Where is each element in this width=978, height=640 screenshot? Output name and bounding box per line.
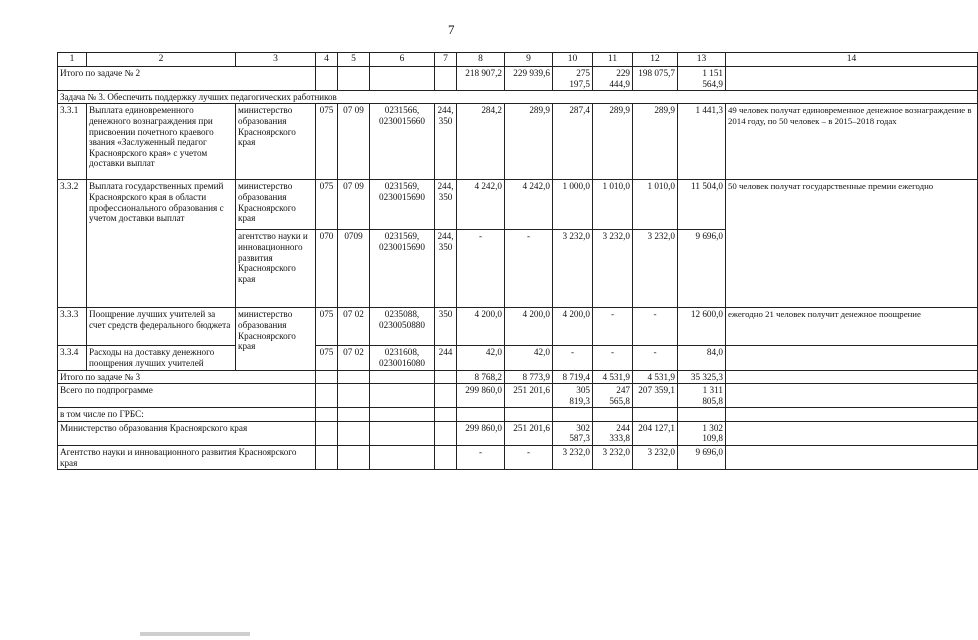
grbs-cell: министерство образования Красноярского края: [236, 308, 316, 370]
row-label: Министерство образования Красноярского края: [58, 421, 316, 445]
value-cell: 9 696,0: [678, 230, 726, 308]
value-cell: 218 907,2: [457, 66, 505, 90]
value-cell: -: [633, 346, 678, 370]
col-header: 11: [593, 53, 633, 67]
col-header: 13: [678, 53, 726, 67]
value-cell: -: [593, 346, 633, 370]
code-cell: 07 09: [338, 180, 370, 230]
code-cell: 07 09: [338, 104, 370, 180]
measure-name: Расходы на доставку денежного поощрения лучших учителей: [87, 346, 236, 370]
grbs-cell: министерство образования Красноярского края: [236, 180, 316, 230]
row-number: 3.3.2: [58, 180, 87, 308]
value-cell: 1 302 109,8: [678, 421, 726, 445]
value-cell: 42,0: [505, 346, 553, 370]
value-cell: 3 232,0: [633, 446, 678, 470]
value-cell: 244 333,8: [593, 421, 633, 445]
col-header: 4: [316, 53, 338, 67]
measure-name: Выплата государственных премий Красноярского края в области профессионального образования с учетом доставки выплат: [87, 180, 236, 308]
ministry-row: [58, 421, 978, 445]
value-cell: -: [553, 346, 593, 370]
total-task3-row: [58, 370, 978, 384]
value-cell: 247 565,8: [593, 384, 633, 408]
table-row-3-3-3: [58, 308, 978, 346]
value-cell: 3 232,0: [593, 230, 633, 308]
row-label: Итого по задаче № 2: [58, 66, 316, 90]
total-task2-row: [58, 66, 978, 90]
value-cell: 302 587,3: [553, 421, 593, 445]
code-cell: 244, 350: [435, 180, 457, 230]
value-cell: 198 075,7: [633, 66, 678, 90]
col-header: 8: [457, 53, 505, 67]
row-number: 3.3.1: [58, 104, 87, 180]
row-label: Всего по подпрограмме: [58, 384, 316, 408]
table-row-3-3-1: [58, 104, 978, 180]
row-number: 3.3.3: [58, 308, 87, 346]
value-cell: 1 010,0: [593, 180, 633, 230]
value-cell: 3 232,0: [553, 446, 593, 470]
result-note: 50 человек получат государственные премии ежегодно: [726, 180, 978, 308]
code-cell: 0231569, 0230015690: [370, 230, 435, 308]
col-header: 1: [58, 53, 87, 67]
row-label: Итого по задаче № 3: [58, 370, 316, 384]
value-cell: -: [505, 446, 553, 470]
table-row-3-3-4: [58, 346, 978, 370]
value-cell: 4 531,9: [593, 370, 633, 384]
code-cell: 075: [316, 346, 338, 370]
value-cell: 284,2: [457, 104, 505, 180]
col-header: 3: [236, 53, 316, 67]
col-header: 5: [338, 53, 370, 67]
value-cell: -: [593, 308, 633, 346]
code-cell: 244: [435, 346, 457, 370]
value-cell: 4 200,0: [457, 308, 505, 346]
value-cell: 8 719,4: [553, 370, 593, 384]
value-cell: -: [457, 446, 505, 470]
col-header: 12: [633, 53, 678, 67]
code-cell: 0231608, 0230016080: [370, 346, 435, 370]
value-cell: 229 444,9: [593, 66, 633, 90]
program-table: [57, 52, 978, 470]
col-header: 2: [87, 53, 236, 67]
code-cell: 07 02: [338, 346, 370, 370]
grbs-cell: министерство образования Красноярского края: [236, 104, 316, 180]
value-cell: 289,9: [505, 104, 553, 180]
value-cell: 305 819,3: [553, 384, 593, 408]
col-header: 6: [370, 53, 435, 67]
header-row: [58, 53, 978, 67]
value-cell: 4 242,0: [457, 180, 505, 230]
code-cell: 075: [316, 180, 338, 230]
row-label: Агентство науки и инновационного развития Красноярского края: [58, 446, 316, 470]
value-cell: 204 127,1: [633, 421, 678, 445]
value-cell: 1 151 564,9: [678, 66, 726, 90]
code-cell: 244, 350: [435, 104, 457, 180]
grbs-title-row: [58, 408, 978, 422]
task3-title-row: [58, 91, 978, 104]
code-cell: 075: [316, 308, 338, 346]
value-cell: 3 232,0: [593, 446, 633, 470]
value-cell: 4 200,0: [553, 308, 593, 346]
value-cell: 35 325,3: [678, 370, 726, 384]
value-cell: -: [457, 230, 505, 308]
value-cell: 251 201,6: [505, 384, 553, 408]
value-cell: 1 311 805,8: [678, 384, 726, 408]
result-note: ежегодно 21 человек получит денежное поощрение: [726, 308, 978, 346]
code-cell: 075: [316, 104, 338, 180]
code-cell: 0231566, 0230015660: [370, 104, 435, 180]
total-subprogram-row: [58, 384, 978, 408]
table-row-3-3-2: [58, 180, 978, 230]
value-cell: 8 768,2: [457, 370, 505, 384]
row-number: 3.3.4: [58, 346, 87, 370]
result-note: 49 человек получат единовременное денежное вознаграждение в 2014 году, по 50 человек – в 2015–2018 годах: [726, 104, 978, 180]
value-cell: 1 000,0: [553, 180, 593, 230]
measure-name: Поощрение лучших учителей за счет средств федерального бюджета: [87, 308, 236, 346]
code-cell: 350: [435, 308, 457, 346]
col-header: 10: [553, 53, 593, 67]
value-cell: 289,9: [593, 104, 633, 180]
value-cell: 8 773,9: [505, 370, 553, 384]
grbs-cell: агентство науки и инновационного развития Красноярского края: [236, 230, 316, 308]
code-cell: 0709: [338, 230, 370, 308]
value-cell: 11 504,0: [678, 180, 726, 230]
value-cell: 229 939,6: [505, 66, 553, 90]
value-cell: 3 232,0: [633, 230, 678, 308]
value-cell: 4 242,0: [505, 180, 553, 230]
page-number: 7: [448, 22, 455, 37]
value-cell: -: [633, 308, 678, 346]
value-cell: -: [505, 230, 553, 308]
value-cell: 287,4: [553, 104, 593, 180]
col-header: 14: [726, 53, 978, 67]
value-cell: 275 197,5: [553, 66, 593, 90]
section-title: Задача № 3. Обеспечить поддержку лучших педагогических работников: [58, 91, 978, 104]
value-cell: 207 359,1: [633, 384, 678, 408]
code-cell: 0235088, 0230050880: [370, 308, 435, 346]
code-cell: 244, 350: [435, 230, 457, 308]
scan-artifact: [140, 632, 250, 636]
value-cell: 1 441,3: [678, 104, 726, 180]
value-cell: 9 696,0: [678, 446, 726, 470]
code-cell: 0231569, 0230015690: [370, 180, 435, 230]
value-cell: 4 200,0: [505, 308, 553, 346]
col-header: 9: [505, 53, 553, 67]
value-cell: 12 600,0: [678, 308, 726, 346]
value-cell: 84,0: [678, 346, 726, 370]
col-header: 7: [435, 53, 457, 67]
value-cell: 299 860,0: [457, 421, 505, 445]
measure-name: Выплата единовременного денежного вознаграждения при присвоении почетного краевого звания «Заслуженный педагог Красноярского края» с учетом доставки выплат: [87, 104, 236, 180]
value-cell: 251 201,6: [505, 421, 553, 445]
value-cell: 42,0: [457, 346, 505, 370]
code-cell: 070: [316, 230, 338, 308]
value-cell: 1 010,0: [633, 180, 678, 230]
value-cell: 4 531,9: [633, 370, 678, 384]
value-cell: 3 232,0: [553, 230, 593, 308]
code-cell: 07 02: [338, 308, 370, 346]
value-cell: 289,9: [633, 104, 678, 180]
row-label: в том числе по ГРБС:: [58, 408, 316, 422]
agency-row: [58, 446, 978, 470]
value-cell: 299 860,0: [457, 384, 505, 408]
